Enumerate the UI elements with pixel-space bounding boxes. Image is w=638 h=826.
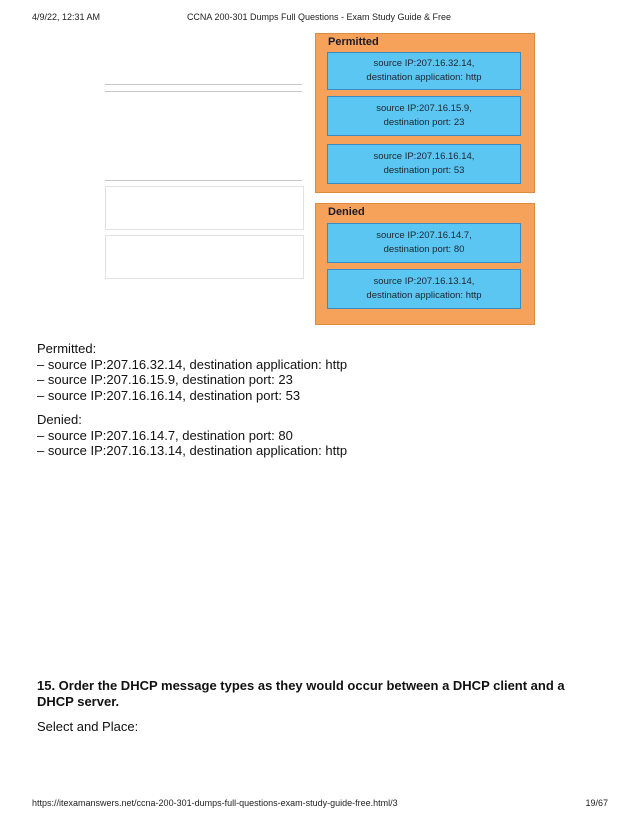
card-line: source IP:207.16.16.14, xyxy=(373,151,475,162)
denied-label: Denied: xyxy=(37,412,82,427)
permitted-card[interactable] xyxy=(327,144,521,184)
permitted-panel-title: Permitted xyxy=(328,36,379,48)
card-line: source IP:207.16.32.14, xyxy=(373,58,475,69)
answer-item: – source IP:207.16.15.9, destination port: 23 xyxy=(37,372,293,387)
card-line: source IP:207.16.15.9, xyxy=(376,103,472,114)
denied-answer xyxy=(37,412,347,459)
question-text: 15. Order the DHCP message types as they would occur between a DHCP client and a DHCP server. xyxy=(37,678,565,709)
permitted-card[interactable] xyxy=(327,52,521,90)
card-line: destination application: http xyxy=(366,290,482,301)
question-instruction: Select and Place: xyxy=(37,719,139,734)
card-line: destination application: http xyxy=(366,72,482,83)
page-header-title: CCNA 200-301 Dumps Full Questions - Exam Study Guide & Free xyxy=(186,12,452,22)
answer-item: – source IP:207.16.32.14, destination application: http xyxy=(37,356,348,372)
denied-panel xyxy=(315,203,535,325)
answer-item: – source IP:207.16.13.14, destination application: http xyxy=(37,443,348,458)
answer-item: – source IP:207.16.16.14, destination port: 53 xyxy=(37,387,301,403)
card-line: destination port: 80 xyxy=(383,244,465,255)
print-date: 4/9/22, 12:31 AM xyxy=(32,12,101,22)
drop-line xyxy=(105,91,302,92)
denied-panel-title: Denied xyxy=(328,206,365,218)
card-line: destination port: 53 xyxy=(383,165,465,176)
answer-item: – source IP:207.16.14.7, destination port: 80 xyxy=(37,427,293,443)
page-number: 19/67 xyxy=(585,798,608,808)
drop-slot xyxy=(105,235,304,279)
card-line: destination port: 23 xyxy=(383,117,465,128)
permitted-label: Permitted: xyxy=(37,341,97,356)
card-line: source IP:207.16.14.7, xyxy=(376,230,472,241)
footer-url[interactable]: https://itexamanswers.net/ccna-200-301-dumps-full-questions-exam-study-guide-free.html/3 xyxy=(32,798,398,808)
permitted-answer xyxy=(37,341,347,403)
drop-line xyxy=(105,180,302,181)
drop-line xyxy=(105,84,302,85)
permitted-card[interactable] xyxy=(327,96,521,136)
permitted-panel xyxy=(315,33,535,193)
denied-card[interactable] xyxy=(327,269,521,309)
denied-card[interactable] xyxy=(327,223,521,263)
card-line: source IP:207.16.13.14, xyxy=(373,276,475,287)
drop-slot xyxy=(105,186,304,230)
